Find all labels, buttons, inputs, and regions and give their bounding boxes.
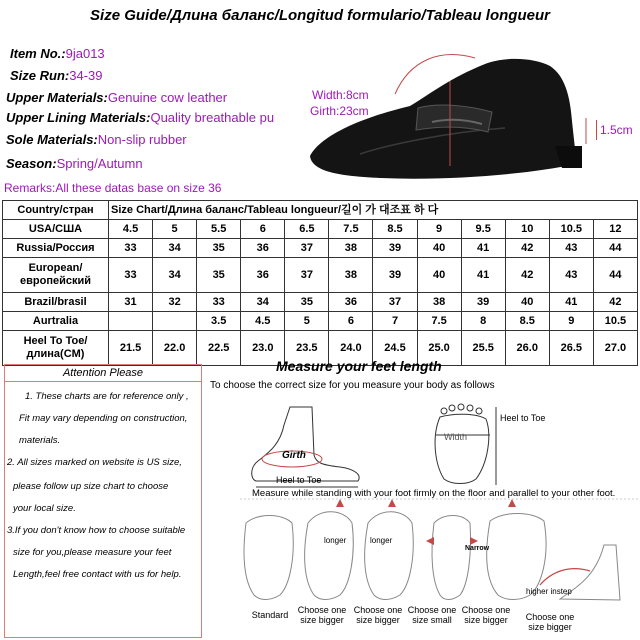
table-cell: 34 bbox=[153, 258, 197, 293]
width-label: Width:8cm bbox=[312, 88, 369, 102]
table-cell: 8.5 bbox=[373, 220, 417, 239]
table-cell: 23.5 bbox=[285, 331, 329, 366]
spec-lining bbox=[6, 110, 274, 125]
table-cell: 41 bbox=[461, 239, 505, 258]
table-cell: 8.5 bbox=[505, 312, 549, 331]
spec-season bbox=[6, 156, 143, 171]
table-cell: 43 bbox=[549, 239, 593, 258]
table-cell: 7.5 bbox=[329, 220, 373, 239]
table-cell: 34 bbox=[153, 239, 197, 258]
table-row bbox=[3, 239, 638, 258]
narrow-label: Narrow bbox=[465, 545, 490, 552]
spec-upper bbox=[6, 90, 227, 105]
table-cell: 10.5 bbox=[549, 220, 593, 239]
table-cell: 37 bbox=[373, 293, 417, 312]
table-cell bbox=[153, 312, 197, 331]
row-label: Brazil/brasil bbox=[3, 293, 109, 312]
table-cell: 7 bbox=[373, 312, 417, 331]
table-cell bbox=[109, 312, 153, 331]
table-header-row bbox=[3, 201, 638, 220]
toe-icon bbox=[458, 404, 464, 410]
table-cell: 35 bbox=[197, 239, 241, 258]
table-cell: 22.5 bbox=[197, 331, 241, 366]
table-cell: 42 bbox=[593, 293, 637, 312]
table-cell: 8 bbox=[461, 312, 505, 331]
side-foot-icon bbox=[252, 407, 359, 481]
size-table bbox=[2, 200, 638, 366]
attention-line: Fit may vary depending on construction, bbox=[19, 413, 188, 424]
row-label: Aurtralia bbox=[3, 312, 109, 331]
table-cell: 40 bbox=[505, 293, 549, 312]
remarks: Remarks:All these datas base on size 36 bbox=[4, 181, 222, 195]
table-cell: 33 bbox=[109, 239, 153, 258]
caption-size-small: Choose one size small bbox=[407, 605, 457, 625]
table-cell: 26.0 bbox=[505, 331, 549, 366]
table-cell: 39 bbox=[461, 293, 505, 312]
table-cell: 41 bbox=[549, 293, 593, 312]
heel-height-label: 1.5cm bbox=[600, 123, 633, 137]
arrow-icon bbox=[336, 499, 344, 507]
toe-icon bbox=[441, 408, 447, 414]
table-cell: 36 bbox=[241, 258, 285, 293]
table-header-country: Country/стран bbox=[3, 201, 109, 220]
table-cell: 26.5 bbox=[549, 331, 593, 366]
caption-size-bigger-2: Choose one size bigger bbox=[353, 605, 403, 625]
table-cell: 9 bbox=[417, 220, 461, 239]
foot-diagrams bbox=[240, 395, 640, 640]
table-row bbox=[3, 293, 638, 312]
longer-label-2: longer bbox=[370, 536, 393, 545]
attention-line: please follow up size chart to choose bbox=[13, 481, 169, 492]
attention-line: 1. These charts are for reference only , bbox=[25, 391, 189, 402]
girth-label: Girth:23cm bbox=[310, 104, 369, 118]
table-cell: 3.5 bbox=[197, 312, 241, 331]
table-cell: 31 bbox=[109, 293, 153, 312]
table-cell: 23.0 bbox=[241, 331, 285, 366]
spec-sole bbox=[6, 132, 187, 147]
table-cell: 6 bbox=[329, 312, 373, 331]
table-cell: 36 bbox=[241, 239, 285, 258]
table-cell: 5 bbox=[285, 312, 329, 331]
foot-standard-icon bbox=[244, 516, 293, 600]
table-cell: 5 bbox=[153, 220, 197, 239]
caption-standard: Standard bbox=[251, 610, 289, 620]
girth-text: Girth bbox=[282, 450, 306, 461]
table-cell: 38 bbox=[417, 293, 461, 312]
arrow-icon bbox=[426, 537, 434, 545]
table-cell: 24.0 bbox=[329, 331, 373, 366]
table-cell: 42 bbox=[505, 239, 549, 258]
table-cell: 43 bbox=[549, 258, 593, 293]
spec-label: Upper Materials: bbox=[6, 90, 108, 105]
measure-title: Measure your feet length bbox=[276, 358, 442, 374]
table-cell: 39 bbox=[373, 239, 417, 258]
heel-to-toe-text-1: Heel to Toe bbox=[276, 475, 322, 485]
table-cell: 35 bbox=[285, 293, 329, 312]
table-cell: 38 bbox=[329, 258, 373, 293]
table-cell: 37 bbox=[285, 239, 329, 258]
table-cell: 44 bbox=[593, 239, 637, 258]
top-foot-icon bbox=[435, 414, 489, 483]
row-label: Heel To Toe/длина(CM) bbox=[3, 331, 109, 366]
toe-icon bbox=[476, 408, 482, 414]
spec-label: Item No.: bbox=[10, 46, 66, 61]
table-cell: 24.5 bbox=[373, 331, 417, 366]
spec-value: 9ja013 bbox=[65, 46, 105, 61]
caption-size-bigger-3: Choose one size bigger bbox=[461, 605, 511, 625]
attention-title: Attention Please bbox=[5, 367, 201, 382]
table-cell: 44 bbox=[593, 258, 637, 293]
table-cell: 37 bbox=[285, 258, 329, 293]
table-cell: 40 bbox=[417, 239, 461, 258]
foot-long-toe-icon bbox=[305, 512, 354, 600]
toe-icon bbox=[467, 405, 473, 411]
attention-line: size for you,please measure your feet bbox=[13, 547, 172, 558]
table-cell: 9 bbox=[549, 312, 593, 331]
row-label: USA/США bbox=[3, 220, 109, 239]
spec-value: Spring/Autumn bbox=[56, 156, 143, 171]
table-header-chart: Size Chart/Длина баланс/Tableau longueur/길이 가 대조표 하 다 bbox=[109, 201, 638, 220]
table-row bbox=[3, 312, 638, 331]
row-label: European/европейский bbox=[3, 258, 109, 293]
attention-line: materials. bbox=[19, 435, 61, 446]
spec-value: Quality breathable pu bbox=[150, 110, 275, 125]
table-cell: 25.5 bbox=[461, 331, 505, 366]
attention-box bbox=[4, 364, 202, 638]
table-cell: 41 bbox=[461, 258, 505, 293]
table-cell: 4.5 bbox=[241, 312, 285, 331]
spec-item-no bbox=[10, 46, 105, 61]
spec-value: 34-39 bbox=[69, 68, 103, 83]
toe-icon bbox=[449, 405, 455, 411]
attention-line: Length,feel free contact with us for help. bbox=[13, 569, 182, 580]
attention-line: your local size. bbox=[13, 503, 76, 514]
higher-instep-label: higher instep bbox=[526, 587, 572, 596]
table-cell: 39 bbox=[373, 258, 417, 293]
table-cell: 6.5 bbox=[285, 220, 329, 239]
table-cell: 35 bbox=[197, 258, 241, 293]
spec-label: Upper Lining Materials: bbox=[6, 110, 151, 125]
foot-longer-icon bbox=[365, 512, 414, 600]
spec-label: Sole Materials: bbox=[6, 132, 98, 147]
spec-value: Non-slip rubber bbox=[97, 132, 187, 147]
table-cell: 33 bbox=[197, 293, 241, 312]
longer-label-1: longer bbox=[324, 536, 347, 545]
table-cell: 40 bbox=[417, 258, 461, 293]
table-cell: 7.5 bbox=[417, 312, 461, 331]
table-cell: 34 bbox=[241, 293, 285, 312]
spec-value: Genuine cow leather bbox=[107, 90, 228, 105]
spec-size-run bbox=[10, 68, 102, 83]
table-cell: 5.5 bbox=[197, 220, 241, 239]
foot-narrow-icon bbox=[432, 516, 471, 600]
table-cell: 33 bbox=[109, 258, 153, 293]
arrow-icon bbox=[508, 499, 516, 507]
table-cell: 6 bbox=[241, 220, 285, 239]
measure-subtitle: To choose the correct size for you measure your body as follows bbox=[210, 380, 495, 391]
arrow-icon bbox=[470, 537, 478, 545]
width-text: Width bbox=[444, 432, 468, 442]
table-row bbox=[3, 220, 638, 239]
measure-instruction: Measure while standing with your foot firmly on the floor and parallel to your other foot. bbox=[252, 488, 616, 499]
table-row bbox=[3, 258, 638, 293]
table-cell: 32 bbox=[153, 293, 197, 312]
page-title: Size Guide/Длина баланс/Longitud formulario/Tableau longueur bbox=[90, 7, 550, 24]
spec-label: Size Run: bbox=[10, 68, 70, 83]
table-cell: 10 bbox=[505, 220, 549, 239]
caption-size-bigger-4: Choose one size bigger bbox=[525, 612, 575, 632]
table-cell: 21.5 bbox=[109, 331, 153, 366]
table-cell: 9.5 bbox=[461, 220, 505, 239]
table-cell: 36 bbox=[329, 293, 373, 312]
arrow-icon bbox=[388, 499, 396, 507]
spec-label: Season: bbox=[6, 156, 57, 171]
attention-line: 3.If you don't know how to choose suitable bbox=[7, 525, 186, 536]
heel-to-toe-text-2: Heel to Toe bbox=[500, 413, 546, 423]
attention-line: 2. All sizes marked on website is US size, bbox=[7, 457, 182, 468]
table-cell: 22.0 bbox=[153, 331, 197, 366]
table-cell: 10.5 bbox=[593, 312, 637, 331]
table-cell: 38 bbox=[329, 239, 373, 258]
table-cell: 27.0 bbox=[593, 331, 637, 366]
table-cell: 12 bbox=[593, 220, 637, 239]
table-cell: 4.5 bbox=[109, 220, 153, 239]
table-cell: 42 bbox=[505, 258, 549, 293]
row-label: Russia/Россия bbox=[3, 239, 109, 258]
table-cell: 25.0 bbox=[417, 331, 461, 366]
caption-size-bigger-1: Choose one size bigger bbox=[297, 605, 347, 625]
